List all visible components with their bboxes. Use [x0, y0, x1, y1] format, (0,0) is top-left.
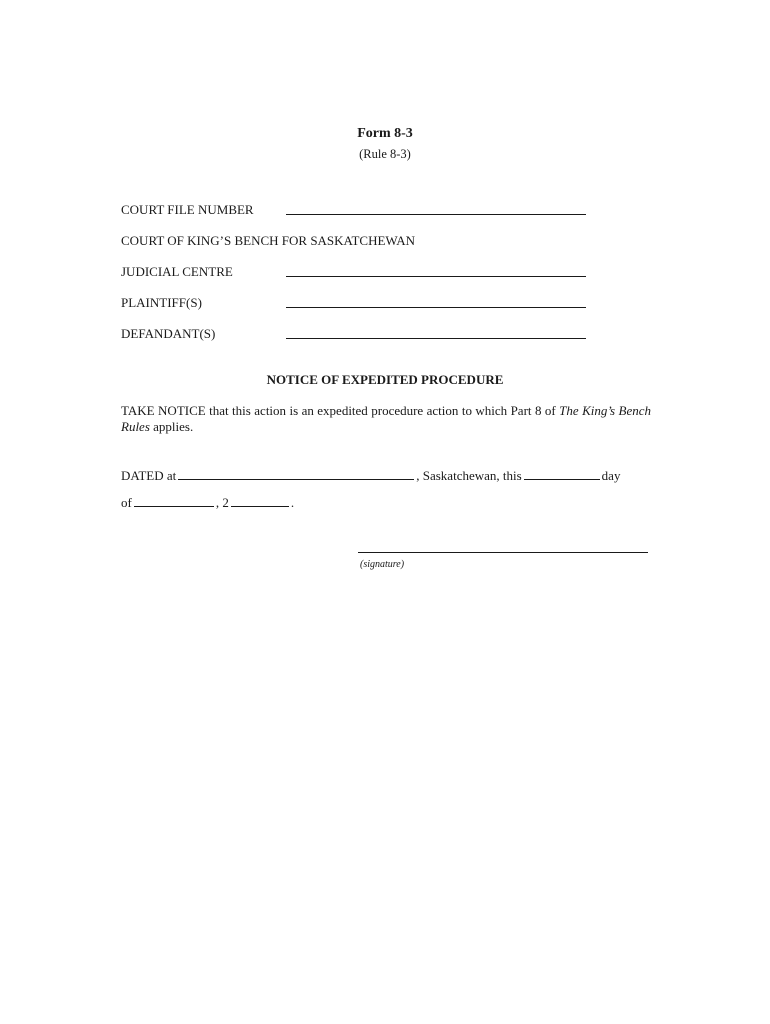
court-file-number-field[interactable]: [286, 214, 586, 215]
form-rule: (Rule 8-3): [359, 147, 411, 161]
province-label: , Saskatchewan, this: [416, 468, 522, 483]
dated-line: [121, 468, 620, 484]
signature-label: (signature): [360, 559, 405, 570]
year-prefix: , 2: [215, 495, 229, 510]
date-month-line: [121, 495, 294, 511]
dated-at-label: DATED at: [121, 468, 177, 483]
defendants-field[interactable]: [286, 338, 586, 339]
notice-rules-title: The King’s Bench Rules: [121, 403, 651, 434]
plaintiffs-label: PLAINTIFF(S): [121, 295, 202, 310]
year-field[interactable]: [231, 495, 289, 507]
notice-text-end: applies.: [149, 419, 194, 434]
date-period: .: [290, 495, 295, 510]
court-name: COURT OF KING’S BENCH FOR SASKATCHEWAN: [121, 233, 416, 248]
plaintiffs-field[interactable]: [286, 307, 586, 308]
notice-paragraph: [121, 403, 651, 435]
day-label: day: [601, 468, 621, 483]
court-file-number-label: COURT FILE NUMBER: [121, 202, 254, 217]
place-field[interactable]: [178, 468, 414, 480]
defendants-label: DEFANDANT(S): [121, 326, 216, 341]
signature-field[interactable]: [358, 552, 648, 553]
day-field[interactable]: [524, 468, 600, 480]
notice-text-start: TAKE NOTICE that this action is an expedited procedure action to which Part 8 of: [121, 403, 560, 418]
notice-heading: NOTICE OF EXPEDITED PROCEDURE: [266, 372, 504, 387]
judicial-centre-field[interactable]: [286, 276, 586, 277]
form-title: Form 8-3: [357, 126, 413, 141]
of-label: of: [121, 495, 132, 510]
judicial-centre-label: JUDICIAL CENTRE: [121, 264, 233, 279]
month-field[interactable]: [134, 495, 214, 507]
